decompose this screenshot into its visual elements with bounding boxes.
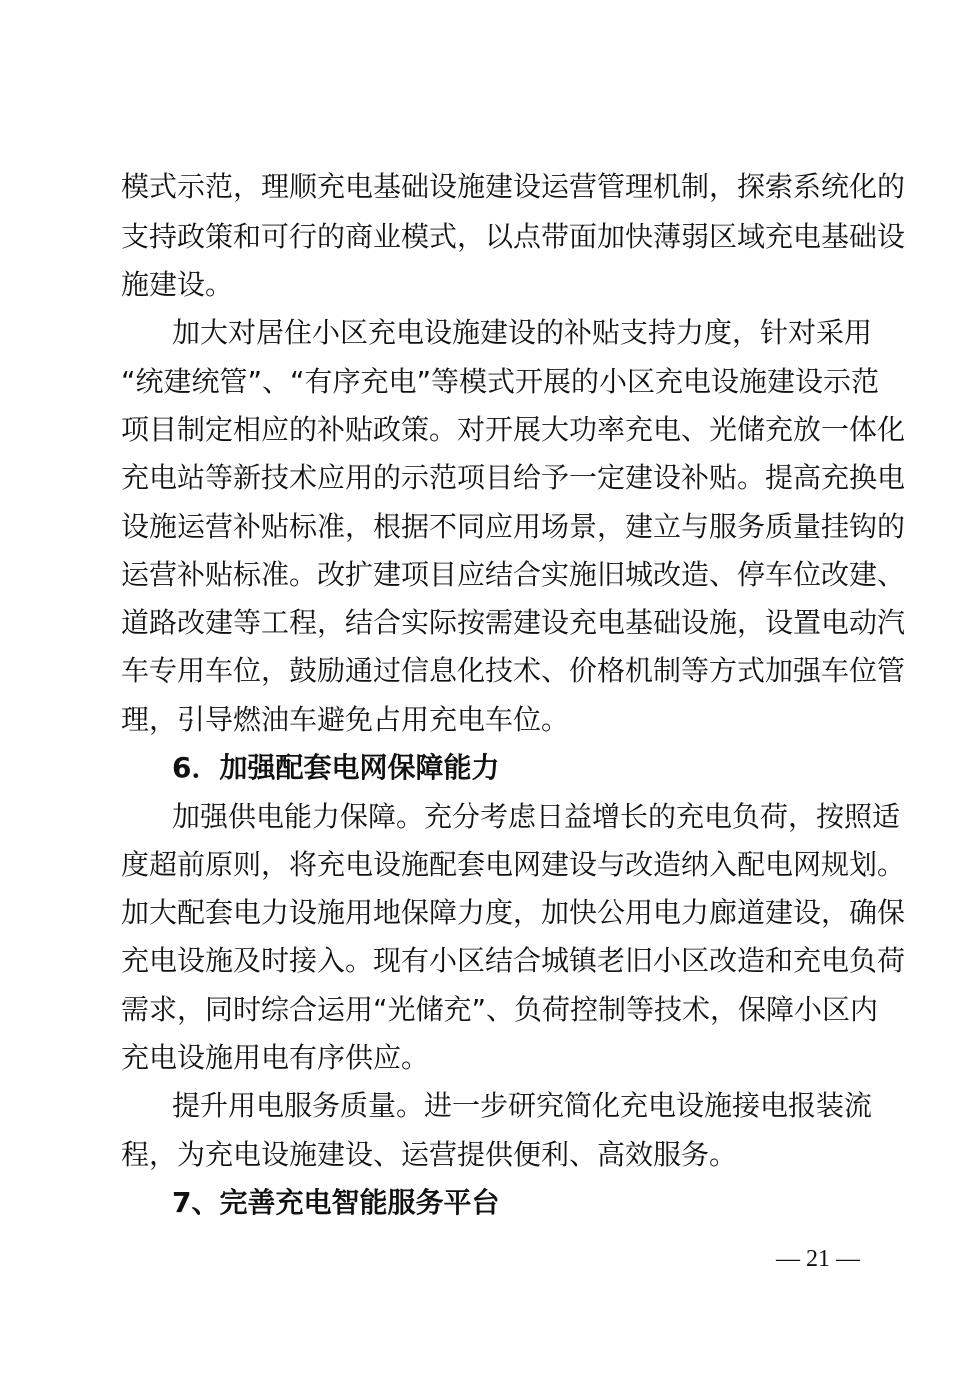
section-heading-6: 6．加强配套电网保障能力 (172, 751, 500, 784)
paragraph-line: 支持政策和可行的商业模式，以点带面加快薄弱区域充电基础设 (121, 220, 906, 253)
paragraph-line: 度超前原则，将充电设施配套电网建设与改造纳入配电网规划。 (121, 848, 906, 881)
paragraph-line: “统建统管”、“有序充电”等模式开展的小区充电设施建设示范 (121, 365, 880, 398)
paragraph-line: 加大对居住小区充电设施建设的补贴支持力度，针对采用 (172, 316, 873, 349)
paragraph-line: 道路改建等工程，结合实际按需建设充电基础设施，设置电动汽 (121, 606, 906, 639)
paragraph-line: 提升用电服务质量。进一步研究简化充电设施接电报装流 (172, 1089, 873, 1122)
paragraph-line: 充电设施用电有序供应。 (121, 1041, 430, 1074)
paragraph-line: 程，为充电设施建设、运营提供便利、高效服务。 (121, 1138, 738, 1171)
paragraph-line: 理，引导燃油车避免占用充电车位。 (121, 703, 570, 736)
paragraph-line: 施建设。 (121, 268, 234, 301)
paragraph-line: 车专用车位，鼓励通过信息化技术、价格机制等方式加强车位管 (121, 654, 906, 687)
paragraph-line: 设施运营补贴标准，根据不同应用场景，建立与服务质量挂钩的 (121, 510, 906, 543)
page-number: — 21 — (776, 1246, 860, 1272)
paragraph-line: 加强供电能力保障。充分考虑日益增长的充电负荷，按照适 (172, 800, 901, 833)
paragraph-line: 运营补贴标准。改扩建项目应结合实施旧城改造、停车位改建、 (121, 558, 906, 591)
paragraph-line: 充电站等新技术应用的示范项目给予一定建设补贴。提高充换电 (121, 461, 906, 494)
paragraph-line: 模式示范，理顺充电基础设施建设运营管理机制，探索系统化的 (121, 170, 906, 203)
paragraph-line: 项目制定相应的补贴政策。对开展大功率充电、光储充放一体化 (121, 413, 906, 446)
paragraph-line: 加大配套电力设施用地保障力度，加快公用电力廊道建设，确保 (121, 896, 906, 929)
section-heading-7: 7、完善充电智能服务平台 (172, 1186, 500, 1219)
paragraph-line: 充电设施及时接入。现有小区结合城镇老旧小区改造和充电负荷 (121, 944, 906, 977)
paragraph-line: 需求，同时综合运用“光储充”、负荷控制等技术，保障小区内 (121, 993, 879, 1026)
